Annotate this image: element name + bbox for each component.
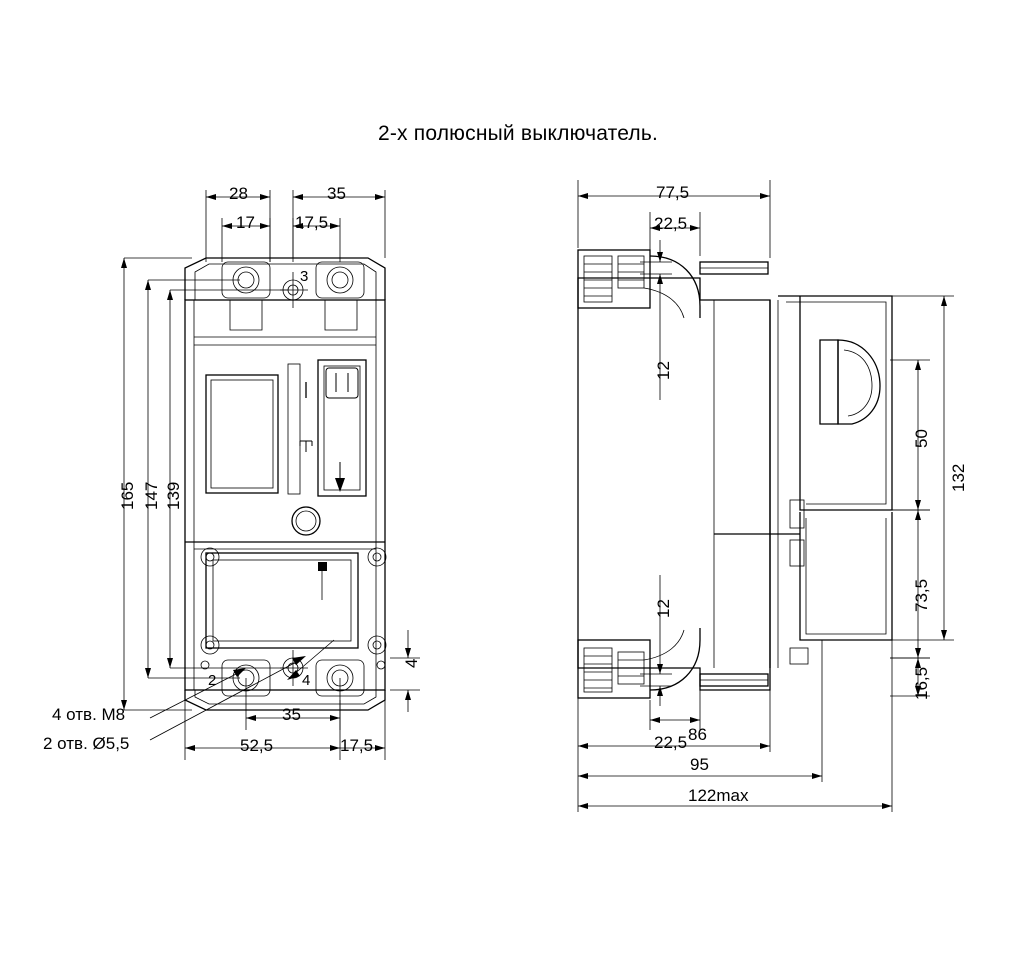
dim-132: 132 (949, 463, 968, 492)
dim-22-5-bottom: 22,5 (654, 733, 688, 752)
dim-52-5: 52,5 (240, 736, 274, 755)
dim-165: 165 (118, 481, 137, 510)
callout-2-otv-5-5: 2 отв. Ø5,5 (43, 734, 130, 753)
dim-4: 4 (402, 658, 421, 668)
pole-mark-4: 4 (302, 672, 311, 689)
side-view-group (578, 180, 954, 812)
callout-4-otv-m8: 4 отв. М8 (52, 705, 126, 724)
dim-77-5: 77,5 (656, 183, 690, 202)
page-title: 2-х полюсный выключатель. (377, 122, 659, 145)
dim-95: 95 (690, 755, 709, 774)
dim-17-5-top: 17,5 (295, 213, 329, 232)
dim-22-5-top: 22,5 (654, 214, 688, 233)
dim-86: 86 (688, 725, 707, 744)
dim-12-top: 12 (654, 361, 673, 380)
dim-28: 28 (229, 184, 248, 203)
front-view-group (118, 190, 420, 760)
pole-mark-3: 3 (300, 268, 309, 285)
dim-147: 147 (142, 481, 161, 510)
dim-35-bottom: 35 (282, 705, 301, 724)
pole-mark-2: 2 (208, 672, 217, 689)
dim-35-top: 35 (327, 184, 346, 203)
dim-17: 17 (236, 213, 255, 232)
dim-122max: 122max (688, 786, 749, 805)
dim-50: 50 (912, 429, 931, 448)
dim-12-bottom: 12 (654, 599, 673, 618)
dim-73-5: 73,5 (912, 578, 931, 612)
dim-16-5: 16,5 (912, 666, 931, 700)
dim-17-5-bottom: 17,5 (340, 736, 374, 755)
dim-139: 139 (164, 481, 183, 510)
